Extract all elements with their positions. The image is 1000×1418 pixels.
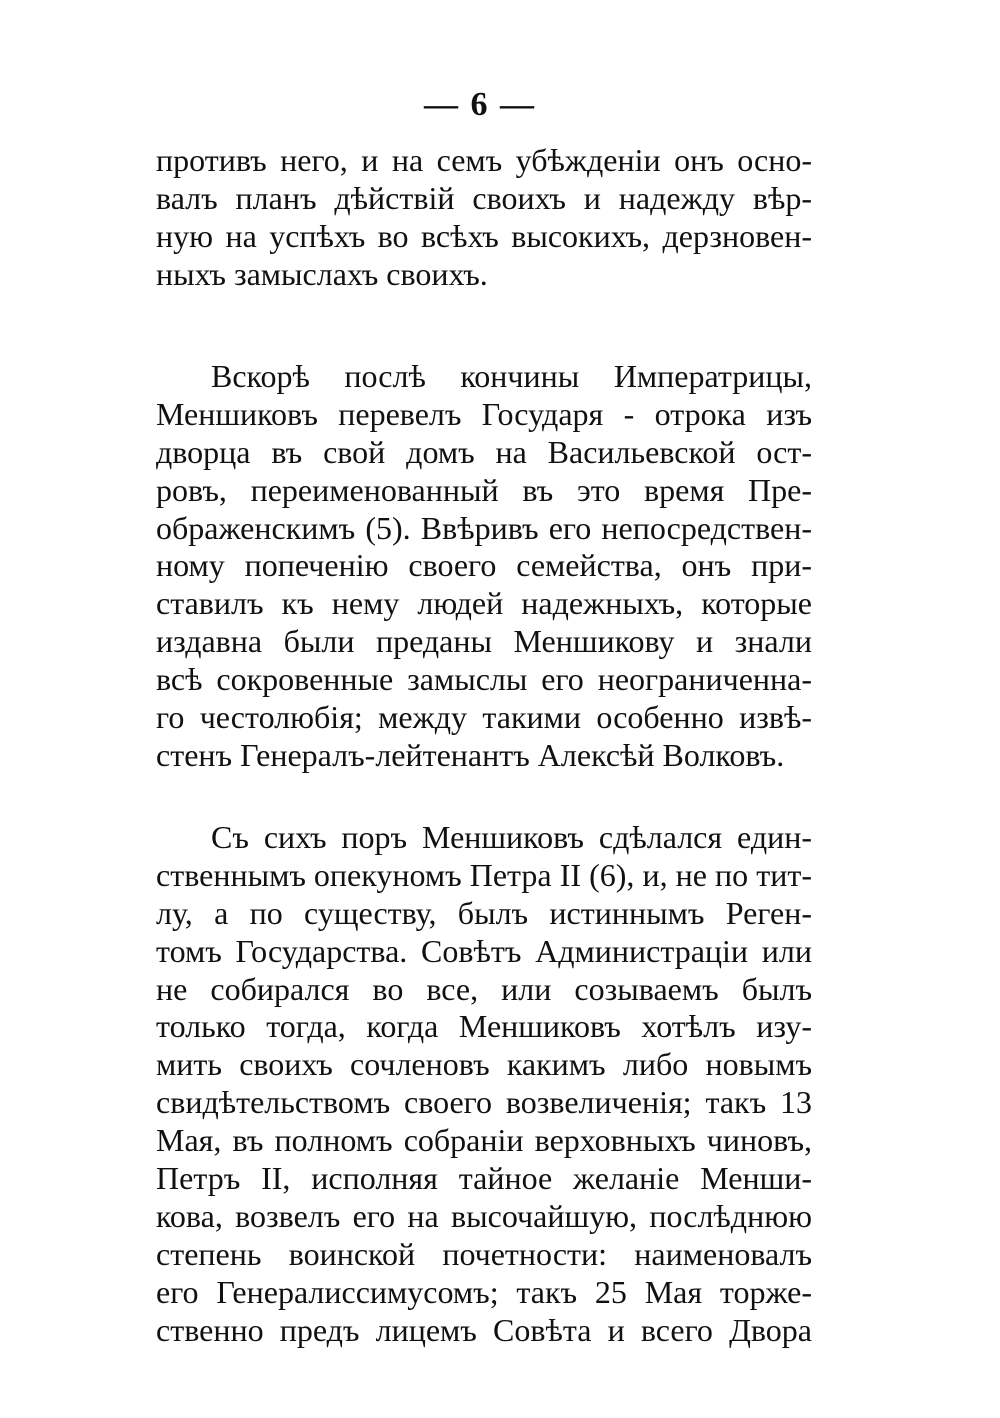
text-line: противъ него, и на семъ убѣжденіи онъ осно- — [156, 142, 812, 178]
text-line: свидѣтельствомъ своего возвеличенія; такъ 13 — [156, 1084, 812, 1121]
paragraph-1 — [156, 142, 812, 294]
text-line: ныхъ замыслахъ своихъ. — [156, 255, 488, 292]
text-line: ную на успѣхъ во всѣхъ высокихъ, дерзновен- — [156, 217, 812, 254]
text-line: го честолюбія; между такими особенно извѣ- — [156, 699, 812, 736]
text-line: ственнымъ опекуномъ Петра II (6), и, не по тит- — [156, 856, 812, 893]
text-line: стенъ Генералъ-лейтенантъ Алексѣй Волковъ. — [156, 736, 785, 773]
text-line: лу, а по существу, былъ истиннымъ Реген- — [156, 894, 812, 931]
text-line: ровъ, переименованный въ это время Пре- — [156, 471, 812, 508]
text-line: Петръ II, исполняя тайное желаніе Менши- — [156, 1160, 812, 1197]
text-line: томъ Государства. Совѣтъ Администраціи или — [156, 932, 812, 969]
text-line: ображенскимъ (5). Ввѣривъ его непосредствен- — [156, 509, 812, 546]
text-line: Меншиковъ перевелъ Государя - отрока изъ — [156, 395, 812, 432]
text-line: издавна были преданы Меншикову и знали — [156, 623, 812, 660]
text-line: ственно предъ лицемъ Совѣта и всего Двора — [156, 1311, 812, 1348]
text-line: только тогда, когда Меншиковъ хотѣлъ изу- — [156, 1008, 812, 1045]
text-line: Вскорѣ послѣ кончины Императрицы, — [211, 358, 812, 394]
text-line: дворца въ свой домъ на Васильевской ост- — [156, 433, 812, 470]
text-line: степень воинской почетности: наименовалъ — [156, 1235, 812, 1272]
paragraph-2 — [156, 358, 812, 775]
text-line: ставилъ къ нему людей надежныхъ, которые — [156, 585, 812, 622]
text-line: всѣ сокровенные замыслы его неограниченна- — [156, 661, 812, 698]
paragraph-3 — [156, 819, 812, 1349]
text-line: не собирался во все, или созываемъ былъ — [156, 970, 812, 1007]
page-number: — 6 — — [424, 86, 536, 123]
text-line: валъ планъ дѣйствій своихъ и надежду вѣр- — [156, 179, 812, 216]
text-line: ному попеченію своего семейства, онъ при- — [156, 547, 812, 584]
text-line: мить своихъ сочленовъ какимъ либо новымъ — [156, 1046, 812, 1083]
text-line: Мая, въ полномъ собраніи верховныхъ чиновъ, — [156, 1122, 812, 1159]
text-line: Съ сихъ поръ Меншиковъ сдѣлался един- — [211, 819, 812, 855]
text-line: кова, возвелъ его на высочайшую, послѣднюю — [156, 1197, 812, 1234]
text-line: его Генералиссимусомъ; такъ 25 Мая торже- — [156, 1273, 812, 1310]
